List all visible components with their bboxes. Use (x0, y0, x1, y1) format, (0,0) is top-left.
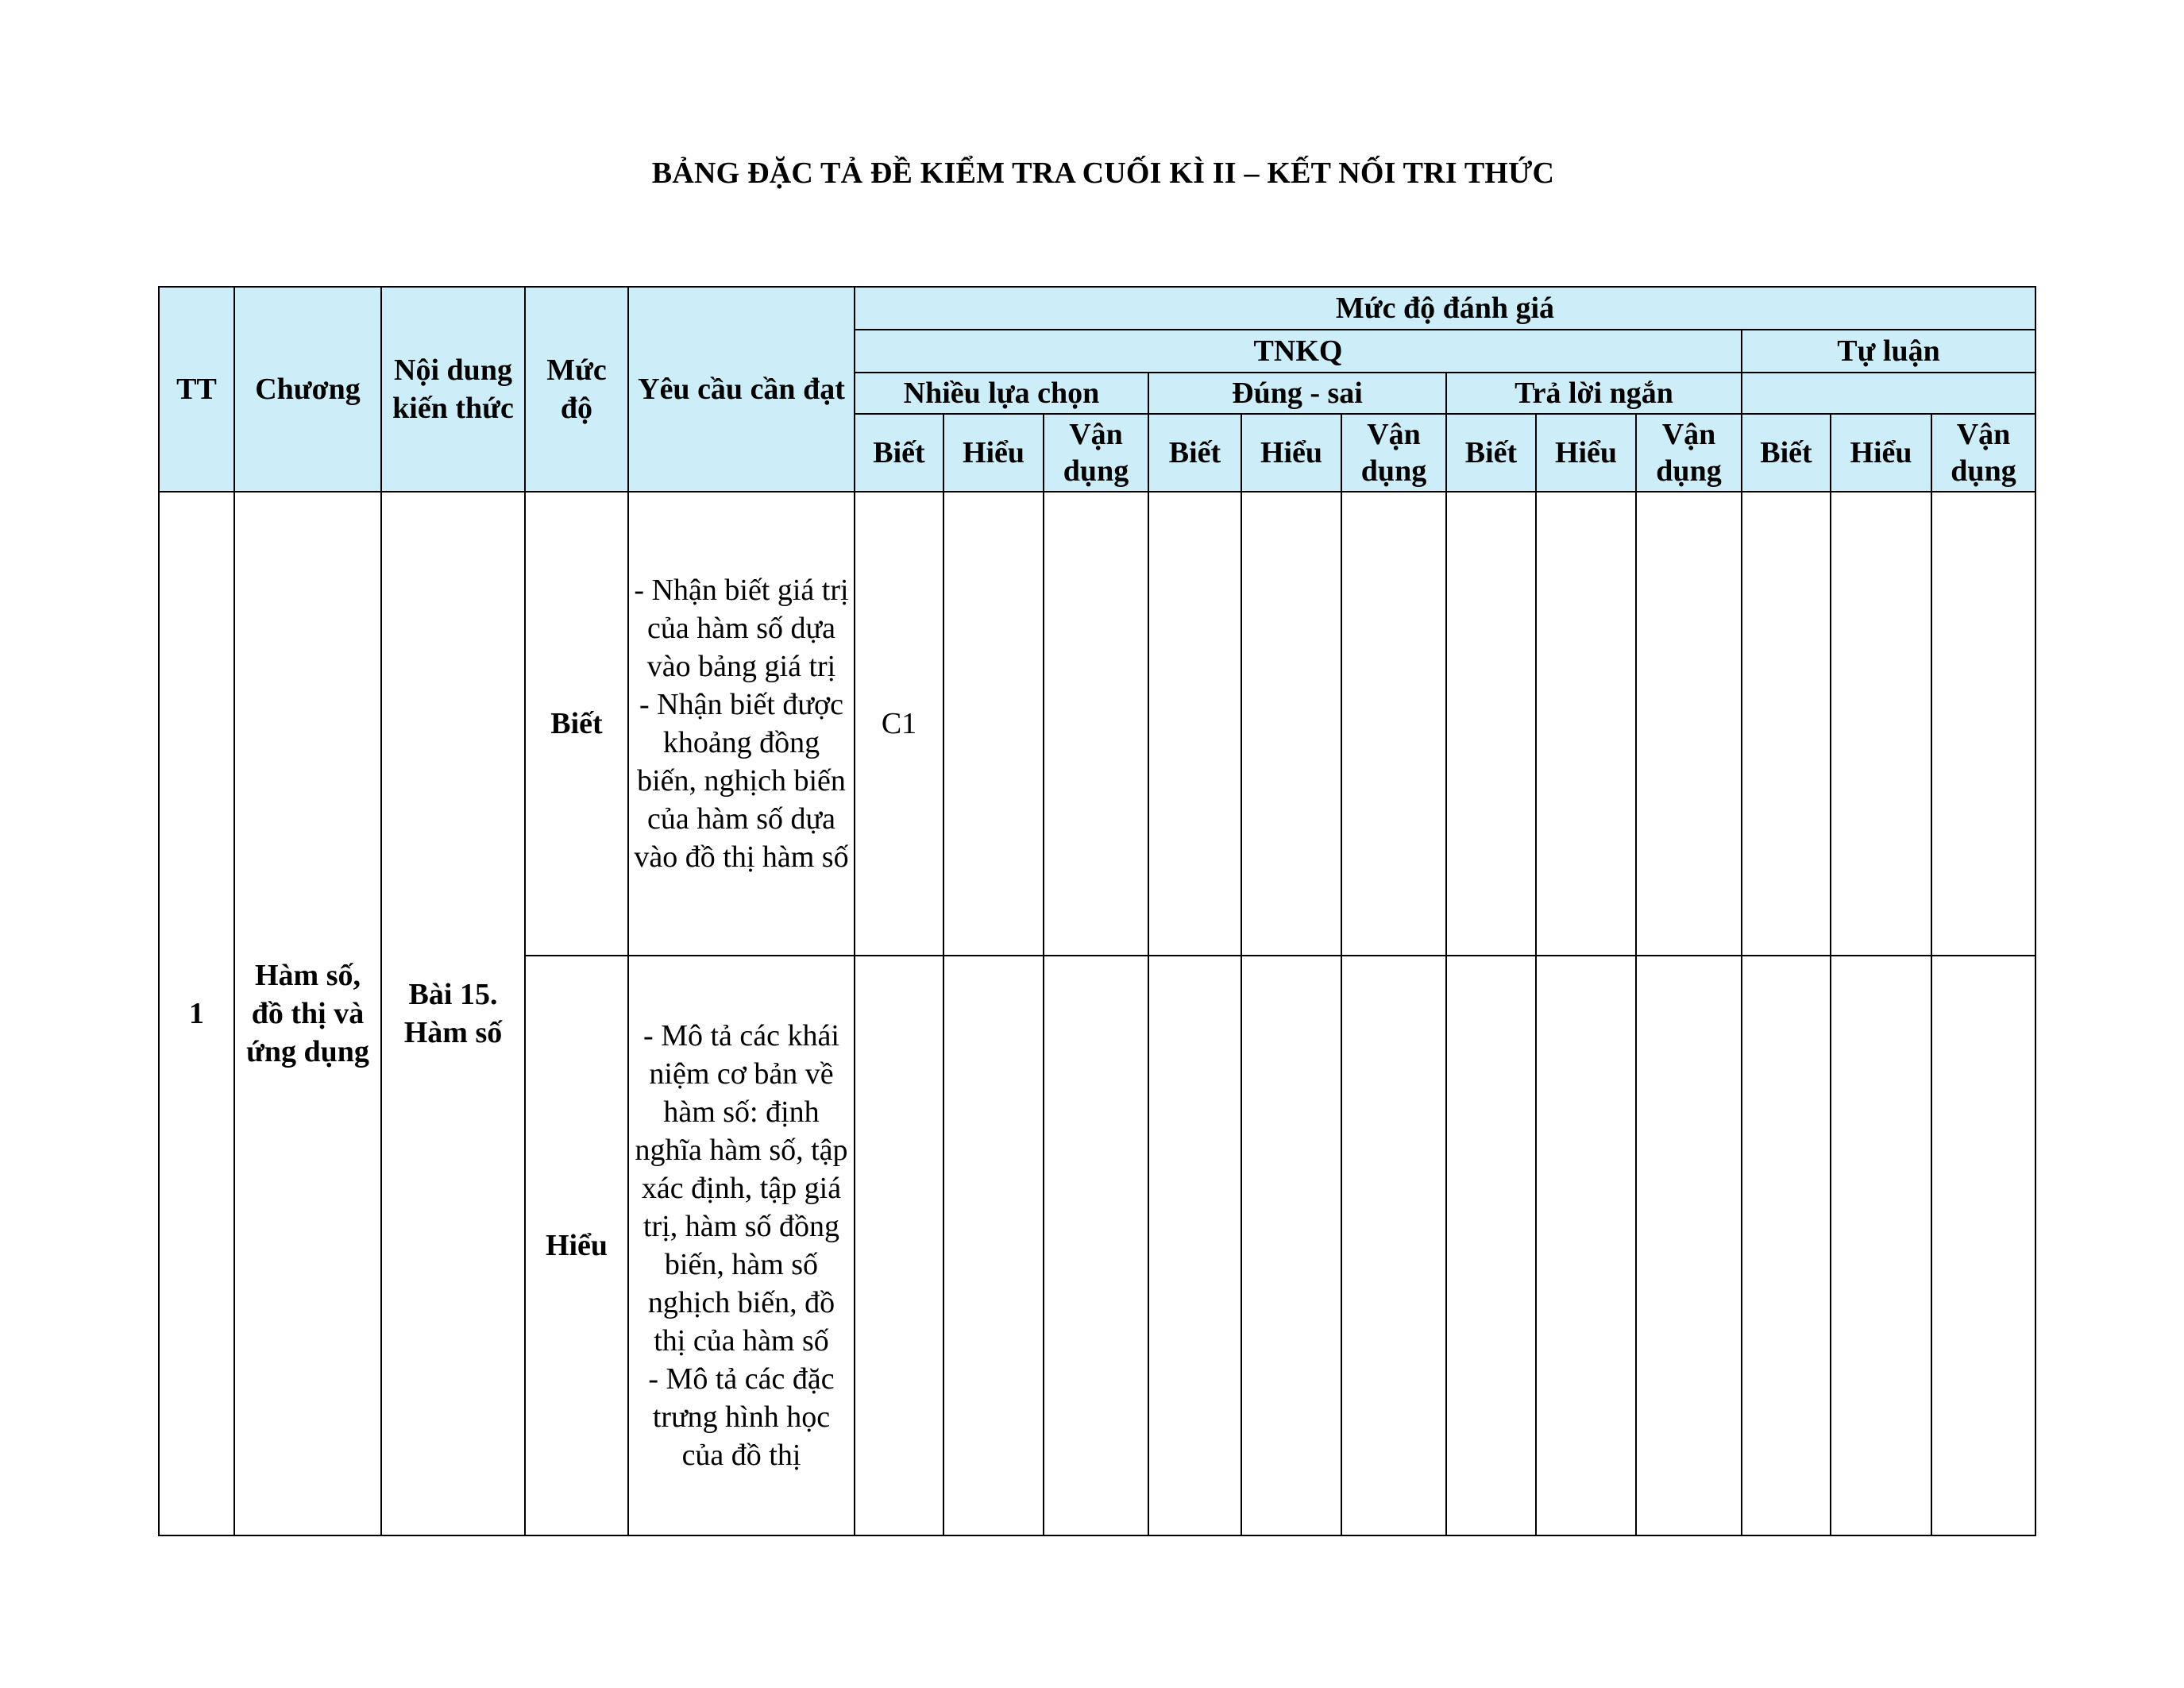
table-cell (1931, 956, 2035, 1535)
table-cell (1742, 492, 1831, 956)
table-cell (943, 956, 1044, 1535)
header-van-dung: Vận dụng (1044, 414, 1148, 492)
header-chuong: Chương (234, 287, 381, 492)
table-cell (1148, 492, 1241, 956)
header-hieu: Hiểu (943, 414, 1044, 492)
table-cell (1636, 956, 1742, 1535)
table-cell: C1 (855, 492, 943, 956)
document-title: BẢNG ĐẶC TẢ ĐỀ KIỂM TRA CUỐI KÌ II – KẾT NỐI TRI THỨC (651, 156, 1555, 190)
table-cell (1831, 956, 1931, 1535)
table-cell (1148, 956, 1241, 1535)
header-biet: Biết (1742, 414, 1831, 492)
table-cell (1241, 492, 1341, 956)
table-cell (1446, 956, 1536, 1535)
table-cell (1831, 492, 1931, 956)
table-cell (1536, 956, 1636, 1535)
header-biet: Biết (855, 414, 943, 492)
header-row-1 (159, 287, 2035, 330)
row-level: Hiểu (525, 956, 628, 1535)
header-tnkq: TNKQ (855, 330, 1742, 373)
header-noi-dung: Nội dung kiến thức (381, 287, 525, 492)
table-cell (1931, 492, 2035, 956)
table-cell (1044, 956, 1148, 1535)
header-van-dung: Vận dụng (1931, 414, 2035, 492)
table-cell (855, 956, 943, 1535)
table-cell (943, 492, 1044, 956)
header-biet: Biết (1446, 414, 1536, 492)
row-tt: 1 (159, 492, 234, 1535)
row-requirement: - Nhận biết giá trị của hàm số dựa vào bảng giá trị - Nhận biết được khoảng đồng biến, nghịch biến của hàm số dựa vào đồ thị hàm số (628, 492, 855, 956)
table-cell (1044, 492, 1148, 956)
table-cell (1446, 492, 1536, 956)
header-hieu: Hiểu (1241, 414, 1341, 492)
table-cell (1636, 492, 1742, 956)
header-van-dung: Vận dụng (1341, 414, 1446, 492)
table-row (159, 492, 2035, 956)
header-hieu: Hiểu (1831, 414, 1931, 492)
row-noi-dung: Bài 15. Hàm số (381, 492, 525, 1535)
header-muc-do: Mức độ (525, 287, 628, 492)
table-cell (1241, 956, 1341, 1535)
table-cell (1341, 492, 1446, 956)
header-van-dung: Vận dụng (1636, 414, 1742, 492)
header-tt: TT (159, 287, 234, 492)
table-cell (1341, 956, 1446, 1535)
header-biet: Biết (1148, 414, 1241, 492)
specification-table (158, 286, 2036, 1536)
row-requirement: - Mô tả các khái niệm cơ bản về hàm số: định nghĩa hàm số, tập xác định, tập giá trị, hàm số đồng biến, hàm số nghịch biến, đồ thị của hàm số - Mô tả các đặc trưng hình học của đồ thị (628, 956, 855, 1535)
row-level: Biết (525, 492, 628, 956)
header-danh-gia: Mức độ đánh giá (855, 287, 2035, 330)
header-tu-luan-empty (1742, 373, 2035, 414)
table-cell (1536, 492, 1636, 956)
header-tu-luan: Tự luận (1742, 330, 2035, 373)
header-hieu: Hiểu (1536, 414, 1636, 492)
header-tra-loi-ngan: Trả lời ngắn (1446, 373, 1742, 414)
row-chuong: Hàm số, đồ thị và ứng dụng (234, 492, 381, 1535)
header-yeu-cau: Yêu cầu cần đạt (628, 287, 855, 492)
header-dung-sai: Đúng - sai (1148, 373, 1446, 414)
header-nhieu-lua-chon: Nhiều lựa chọn (855, 373, 1148, 414)
table-cell (1742, 956, 1831, 1535)
